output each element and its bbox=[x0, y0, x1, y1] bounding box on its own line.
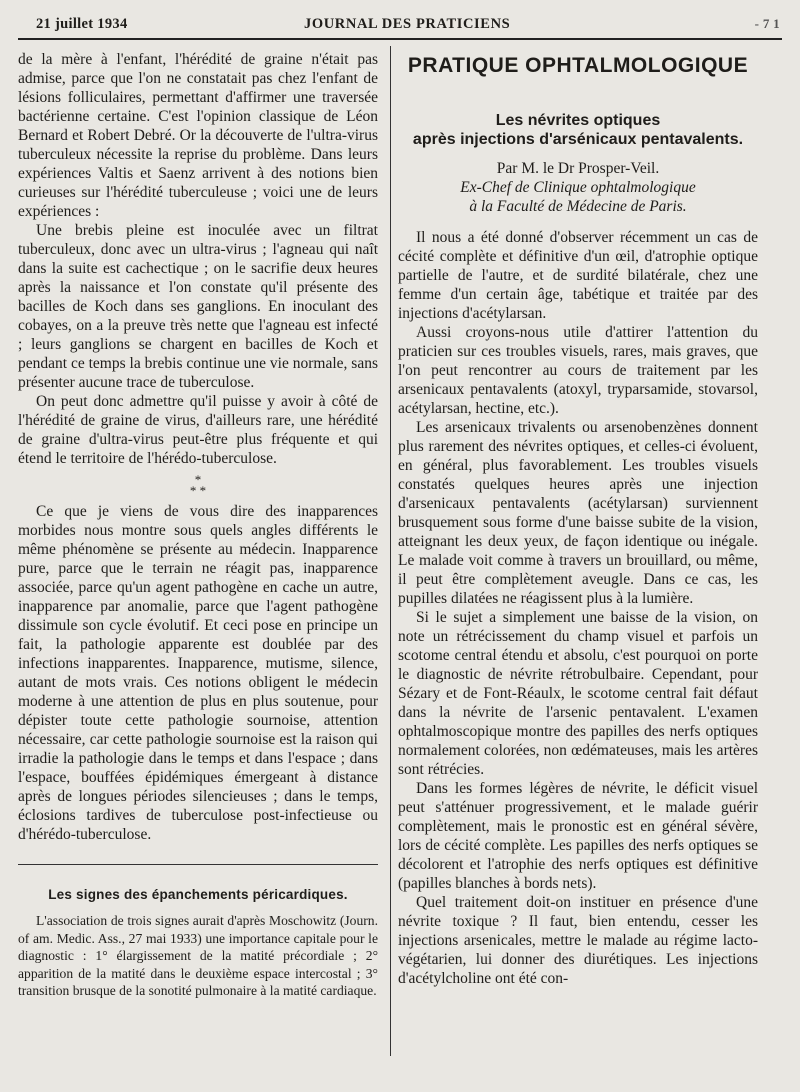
section-break-asterisks: * * * bbox=[189, 472, 207, 498]
paragraph: de la mère à l'enfant, l'hérédité de graine n'était pas admise, parce que l'on ne constatait pas chez l'enfant de lésions folliculaires, permettant d'affirmer une traversée bactérienne certaine. C'est l'opinion classique de Léon Bernard et Robert Debré. Or la découverte de l'ultra-virus tuberculeux nécessite la reprise du problème. Dans leurs expériences Valtis et Saenz arrivent à des notions bien curieuses sur l'hérédité tuberculeuse ; voici une de leurs expériences : bbox=[18, 51, 378, 220]
paragraph: Si le sujet a simplement une baisse de la vision, on note un rétrécissement du champ visuel et parfois un scotome central étendu et absolu, c'est pourquoi on porte le diagnostic de névrite rétrobulbaire. Cependant, pour Sézary et de Font-Réaulx, le scotome central fait défaut dans la névrite de l'arsenic pentavalent. L'examen ophtalmoscopique montre des papilles des nerfs optiques normalement colorées, non œdémateuses, mais les artères sont rétrécies. bbox=[398, 609, 758, 778]
paragraph: On peut donc admettre qu'il puisse y avoir à côté de l'hérédité de graine de virus, d'ailleurs rare, une hérédité de graine d'ultra-virus peut-être plus fréquente et qui étend le territoire de l'hérédo-tuberculose. bbox=[18, 393, 378, 467]
box-paragraph: L'association de trois signes aurait d'après Moschowitz (Journ. of am. Medic. Ass., 27 mai 1933) une importance capitale pour le diagnostic : 1° élargissement de la matité précordiale ; 2° apparition de la matité dans le deuxième espace intercostal ; 3° transition brusque de la sonotité pulmonaire à la matité cardiaque. bbox=[18, 913, 378, 998]
paragraph: Ce que je viens de vous dire des inapparences morbides nous montre sous quels angles différents le même phénomène se présente au médecin. Inapparence pure, parce que le terrain ne réagit pas, inapparence associée, parce qu'un agent pathogène en cache un autre, inapparence par anomalie, parce que l'agent pathogène dissimule son cycle évolutif. Et ceci pose en principe un fait, la pathologie apparente est doublée par des infections inapparentes. Inapparence, mutisme, silence, autant de mots vrais. Ces notions obligent le médecin moderne à une attention de plus en plus soutenue, pour dépister toute cette pathologie sournoise, attention nécessaire, car cette pathologie sournoise est la raison qui irradie la pathologie dans le temps et dans l'espace ; dans l'espace, bouffées épidémiques émergeant à distance après de longues périodes silencieuses ; dans le temps, éclosions tardives de tuberculose post-infectieuse ou d'hérédo-tuberculose. bbox=[18, 503, 378, 843]
left-column bbox=[18, 50, 378, 1000]
paragraph: Quel traitement doit-on instituer en présence d'une névrite toxique ? Il faut, bien entendu, cesser les injections arsenicales, mettre le malade au régime lacto-végétarien, lui donner des diurétiques. Les injections d'acétylcholine ont été con- bbox=[398, 894, 758, 987]
issue-date: 21 juillet 1934 bbox=[36, 16, 128, 32]
section-rule bbox=[18, 864, 378, 865]
paragraph: Dans les formes légères de névrite, le déficit visuel peut s'atténuer progressivement, et le malade guérir complètement, mais le pronostic est en général sévère, lors de cécité complète. Les papilles des nerfs optiques se décolorent et l'atrophie des nerfs optiques est définitive (papilles blanches à bords nets). bbox=[398, 780, 758, 892]
author-affiliation: Ex-Chef de Clinique ophtalmologique à la Faculté de Médecine de Paris. bbox=[460, 179, 696, 215]
section-title: PRATIQUE OPHTALMOLOGIQUE bbox=[407, 54, 749, 77]
paragraph: Aussi croyons-nous utile d'attirer l'attention du praticien sur ces troubles visuels, rares, mais graves, que l'on peut rencontrer au cours de traitement par les arsenicaux pentavalents (atoxyl, tryparsamide, stovarsol, acétylarsan, hectine, etc.). bbox=[398, 324, 758, 417]
paragraph: Les arsenicaux trivalents ou arsenobenzènes donnent plus rarement des névrites optiques, et celles-ci évoluent, en général, plus favorablement. Les troubles visuels constatés quelques heures après une injection d'arsenicaux pentavalents (acétylarsan) surviennent brusquement sous forme d'une baisse subite de la vision, atteignant les deux yeux, de façon identique ou inégale. Le malade voit comme à travers un brouillard, ou même, il peut être complètement aveugle. Dans ce cas, les pupilles dilatées ne réagissent plus à la lumière. bbox=[398, 419, 758, 607]
page-number: - 7 1 bbox=[754, 16, 780, 31]
paragraph: Une brebis pleine est inoculée avec un filtrat tuberculeux, donc avec un ultra-virus ; l'agneau qui naît dans la suite est cachectique ; on le sacrifie deux heures après la naissance et l'on constate qu'il présente des bacilles de Koch dans ses ganglions. En inoculant des cobayes, on a la preuve très nette que l'agneau est infecté ; leurs ganglions se chargent en bacilles de Koch et pendant ce temps la brebis continue une vie normale, sans présenter aucune trace de tuberculose. bbox=[18, 222, 378, 391]
paragraph: Il nous a été donné d'observer récemment un cas de cécité complète et définitive d'un œil, d'atrophie optique partielle de l'autre, et de surdité bilatérale, chez une femme d'un certain âge, tabétique et traitée par des injections d'acétylarsan. bbox=[398, 229, 758, 322]
right-column bbox=[398, 56, 758, 988]
journal-title: JOURNAL DES PRATICIENS bbox=[304, 16, 511, 32]
box-title: Les signes des épanchements péricardiques. bbox=[48, 887, 348, 902]
header-rule bbox=[18, 38, 782, 40]
author-byline: Par M. le Dr Prosper-Veil. bbox=[496, 160, 660, 177]
running-header bbox=[18, 14, 780, 34]
column-divider bbox=[390, 46, 391, 1056]
article-title: Les névrites optiques après injections d'arsénicaux pentavalents. bbox=[412, 112, 744, 148]
